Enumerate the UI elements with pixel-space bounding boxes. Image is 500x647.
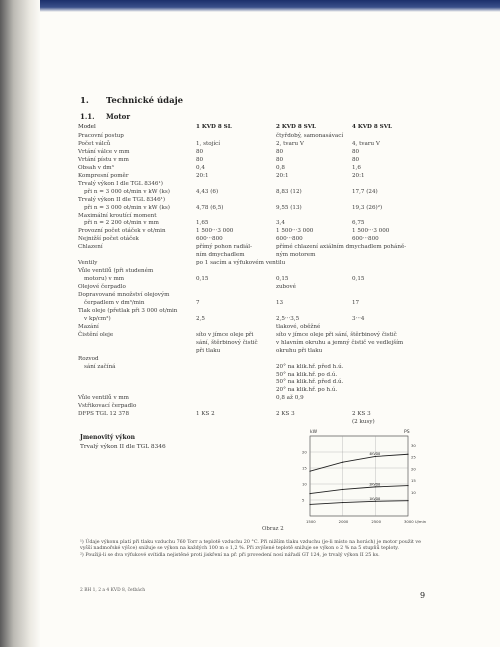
spec-table-cell: (2 kusy)	[352, 419, 375, 426]
spec-table-cell: čerpadlem v dm³/min	[84, 299, 145, 306]
spec-table-cell: 7	[196, 299, 200, 306]
chart-data-point	[407, 500, 408, 501]
footnote-1: ¹) Údaje výkonu platí při tlaku vzduchu 760 Torr a teplotě vzduchu 20 °C. Při nižším tlaku vzduchu (je-li místo na horách) je motor použit ve vyšší nadmořské výšce) snižuje se výkon na každých 100 m o 1,2 %. Při zvýšené teplotě snižuje se výkon o 2 % na 5 stupňů teploty.	[80, 540, 421, 552]
spec-table-cell: Pracovní postup	[78, 133, 124, 139]
spec-table-cell: Mazání	[78, 323, 99, 330]
spec-table-cell: 1,6	[352, 164, 361, 171]
footnote-2: ²) Použiji-li se dva výfukové svítidla nejistěné proti jiskření na př. při provedení nosí nářadí GT 124, je trvalý výkon II 25 ks.	[80, 552, 380, 558]
spec-table-cell: 2,5···3,5	[276, 315, 300, 322]
spec-table-cell: DFPS TGL 12 378	[78, 411, 130, 418]
spec-table-cell: 1 500···3 000	[196, 228, 234, 235]
spec-table-cell: 80	[196, 156, 204, 163]
spec-table-cell: 20° na klik.hř. po h.ú.	[276, 387, 338, 394]
spec-table-cell: čtyřdobý, samonasávací	[276, 133, 344, 139]
spec-table-cell: 0,8	[276, 164, 285, 171]
spec-table-cell: Chlazení	[78, 244, 103, 251]
chart-y-tick-label-left: 20	[302, 449, 307, 455]
spec-table-cell: 600···800	[352, 236, 379, 243]
chart-x-tick-label: 2000	[338, 519, 349, 524]
spec-table-cell: Maximální kroutící moment	[78, 212, 157, 219]
spec-table-cell: síto v jímce oleje při	[196, 331, 254, 338]
spec-table-cell: 17,7 (24)	[352, 188, 378, 195]
footnotes	[80, 540, 425, 559]
spec-table-cell: 4, tvaru V	[352, 140, 380, 147]
chart-data-point	[407, 454, 408, 455]
spec-table-cell: Rozvod	[78, 355, 99, 362]
bottom-note: 2 BH 1, 2 a 4 KVD 8, četbách	[80, 588, 146, 593]
spec-table-cell: 600···800	[276, 236, 303, 243]
chart-y-tick-label-left: 5	[302, 497, 305, 503]
chart-data-point	[375, 486, 376, 487]
chart-y-tick-label-left: 10	[302, 481, 307, 487]
figure-caption: Obraz 2	[262, 526, 284, 532]
chart-data-point	[342, 489, 343, 490]
power-chart	[288, 428, 428, 528]
spec-table-cell: Ventily	[78, 260, 98, 267]
chart-y-tick-label-right: 10	[411, 489, 416, 495]
chart-data-point	[342, 502, 343, 503]
spec-table-cell: přímé chlazení axiálním dmychadlem poháně-	[276, 244, 407, 251]
spec-table-cell: 1 500···3 000	[276, 228, 314, 235]
spec-table-cell: tlakové, oběžné	[276, 323, 321, 330]
spec-table-cell: Kompresní poměr	[78, 172, 129, 179]
spec-table-cell: 3···4	[352, 315, 365, 322]
chart-data-point	[309, 493, 310, 494]
spec-table-cell: 80	[276, 148, 284, 155]
chart-data-point	[309, 504, 310, 505]
spec-table-cell: 20:1	[352, 172, 365, 179]
spec-table-cell: 1 KS 2	[196, 411, 215, 418]
top-edge-band	[40, 0, 500, 12]
spec-table-cell: Tlak oleje (přetlak při 3 000 ot/min	[78, 307, 178, 314]
spec-table-cell: 2, tvaru V	[276, 140, 304, 147]
spec-table-cell: 1 500···3 000	[352, 228, 390, 235]
spec-table-cell: 80	[276, 156, 284, 163]
chart-series-label: 4KVD8	[369, 451, 381, 456]
spec-table-header: Model 1 KVD 8 SL 2 KVD 8 SVL 4 KVD 8 SVL	[78, 124, 392, 130]
spec-table-cell: Nejnižší počet otáček	[78, 236, 139, 243]
chart-data-point	[375, 501, 376, 502]
spec-table-cell: Počet válců	[78, 140, 111, 147]
spec-table-cell: 600···800	[196, 236, 223, 243]
book-spine-shadow	[0, 0, 40, 647]
spec-table-cell: 0,4	[196, 164, 205, 171]
spec-table-cell: sání, štěrbinový čistič	[196, 339, 258, 346]
chart-x-tick-label: 1500	[306, 519, 316, 524]
spec-table-cell: při tlaku	[196, 347, 221, 354]
spec-table-cell: 50° na klik.hř. po d.ú.	[276, 371, 338, 378]
chart-y-tick-label-left: 15	[302, 465, 307, 471]
spec-table-cell: Dopravované množství olejovým	[78, 292, 170, 298]
chart-right-axis-label: PS	[404, 430, 410, 435]
spec-table-cell: ním dmychadlem	[196, 252, 245, 259]
spec-table-cell: Vstřikovací čerpadlo	[78, 403, 137, 410]
spec-table-cell: 6,75	[352, 220, 365, 227]
spec-table-cell: přímý pohon radiál-	[196, 244, 252, 251]
spec-table-cell: Čistění oleje	[78, 331, 114, 338]
spec-table-cell: 2 KS 3	[352, 411, 371, 418]
subsection-heading: 1.1. Motor	[80, 112, 131, 121]
spec-table-row	[78, 419, 458, 428]
spec-table-cell: sání začíná	[84, 363, 116, 370]
rated-power-subtitle: Trvalý výkon II dle TGL 8346	[80, 444, 166, 450]
spec-table-cell: Trvalý výkon I dle TGL 8346¹)	[78, 180, 163, 187]
spec-table-cell: Trvalý výkon II dle TGL 8346¹)	[78, 196, 166, 203]
spec-table-cell: 20:1	[196, 172, 209, 179]
chart-y-tick-label-right: 30	[411, 442, 416, 448]
spec-table-cell: 0,8 až 0,9	[276, 395, 304, 402]
chart-series-label: 1KVD8	[369, 496, 381, 501]
spec-table-cell: 0,15	[196, 276, 209, 283]
spec-table-cell: 4,78 (6,5)	[196, 204, 224, 211]
spec-table-cell: síto v jímce oleje při sání, štěrbinový čistič	[276, 331, 397, 338]
spec-table-cell: v kp/cm²)	[84, 315, 111, 322]
chart-data-point	[407, 485, 408, 486]
spec-table-cell: 80	[352, 156, 360, 163]
spec-table-cell: 4,43 (6)	[196, 188, 219, 195]
chart-y-tick-label-right: 25	[411, 454, 416, 460]
chart-data-point	[309, 471, 310, 472]
chart-x-tick-label: 3000 U/min	[404, 519, 427, 524]
chart-data-point	[342, 462, 343, 463]
spec-table-cell: motoru) v mm	[84, 276, 125, 283]
spec-table-cell: 50° na klik.hř. před d.ú.	[276, 379, 344, 386]
chart-series-label: 2KVD8	[369, 482, 381, 487]
spec-table-cell: 19,3 (26)²)	[352, 204, 383, 211]
spec-table-cell: Vrtání válce v mm	[78, 148, 130, 155]
spec-table-cell: Obsah v dm³	[78, 164, 114, 171]
chart-x-tick-label: 2500	[371, 519, 382, 524]
chart-y-tick-label-right: 20	[411, 466, 416, 472]
spec-table-cell: po 1 sacím a výfukovém ventilu	[196, 260, 286, 267]
spec-table-cell: při n = 3 000 ot/min v kW (ks)	[84, 204, 170, 211]
spec-table-cell: Olejové čerpadlo	[78, 284, 126, 291]
spec-table-cell: okruhu při tlaku	[276, 347, 323, 354]
spec-table-cell: Vrtání pístu v mm	[78, 156, 129, 163]
spec-table-cell: 20° na klik.hř. před h.ú.	[276, 363, 344, 370]
chart-y-tick-label-right: 15	[411, 478, 416, 484]
spec-table-cell: 20:1	[276, 172, 289, 179]
rated-power-title: Jmenovitý výkon	[80, 434, 135, 441]
spec-table-cell: 8,83 (12)	[276, 188, 302, 195]
spec-table-cell: Vůle ventilů v mm	[78, 395, 129, 402]
spec-table-cell: zubové	[276, 284, 296, 291]
spec-table-cell: 13	[276, 299, 284, 306]
spec-table-cell: Vůle ventilů (při studeném	[78, 268, 154, 275]
spec-table-cell: 17	[352, 299, 360, 306]
spec-table-cell: při n = 2 200 ot/min v mm	[84, 220, 159, 227]
spec-table-cell: 1,65	[196, 220, 209, 227]
spec-table-cell: 80	[352, 148, 360, 155]
spec-table-cell: 0,15	[276, 276, 289, 283]
spec-table-cell: Provozní počet otáček v ot/min	[78, 228, 166, 235]
spec-table-cell: 9,55 (13)	[276, 204, 302, 211]
chart-data-point	[375, 456, 376, 457]
spec-table-cell: v hlavním okruhu a jemný čistič ve vedlejším	[276, 339, 404, 346]
spec-table-cell: 80	[196, 148, 204, 155]
spec-table-cell: 3,4	[276, 220, 285, 227]
spec-table-cell: při n = 3 000 ot/min v kW (ks)	[84, 188, 170, 195]
spec-table-cell: 1, stojící	[196, 140, 221, 147]
spec-table-cell: 0,15	[352, 276, 365, 283]
spec-table-cell: 2 KS 3	[276, 411, 295, 418]
spec-table-cell: ným motorem	[276, 252, 316, 259]
page-number: 9	[420, 591, 426, 600]
section-heading: 1. Technické údaje	[80, 96, 184, 106]
chart-left-axis-label: kW	[310, 430, 318, 435]
spec-table-cell: 2,5	[196, 315, 205, 322]
